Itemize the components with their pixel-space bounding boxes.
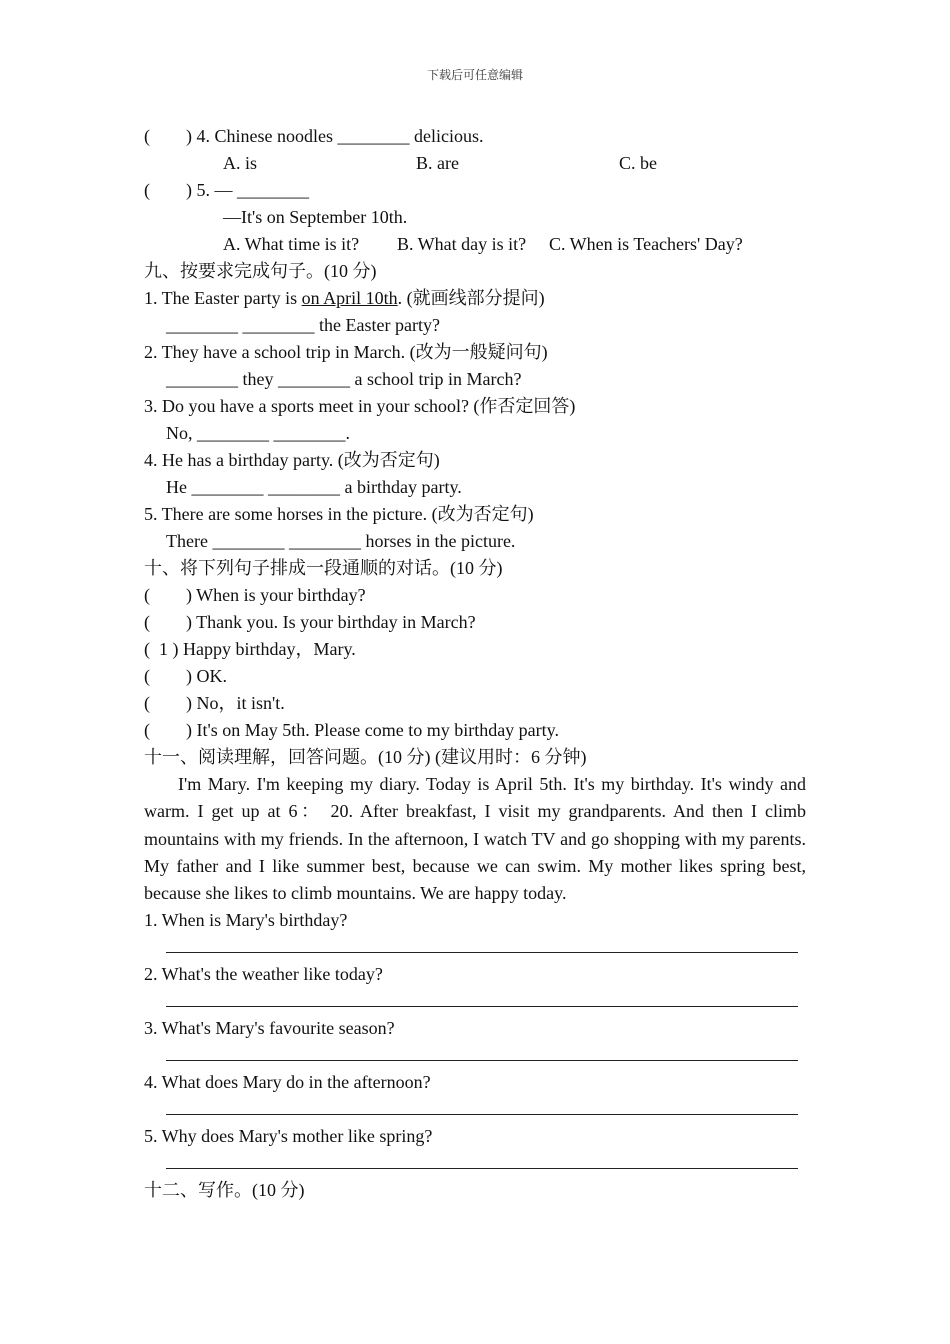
reading-passage: I'm Mary. I'm keeping my diary. Today is April 5th. It's my birthday. It's windy and warm. I get up at 6： 20. After breakfast, I visit my grandparents. And then I climb mountains with my friends. In the afternoon, I watch TV and go shopping with my parents. My father and I like summer best, because we can swim. My mother likes spring best, because she likes to climb mountains. We are happy today.	[144, 774, 806, 904]
section-11-title: 十一、阅读理解，回答问题。(10 分) (建议用时：6 分钟)	[144, 747, 587, 767]
s9-item-4: 4. He has a birthday party. (改为否定句)	[144, 450, 440, 470]
dialogue-line: ( ) It's on May 5th. Please come to my birthday party.	[144, 720, 559, 740]
reading-question: 2. What's the weather like today?	[144, 964, 383, 985]
answer-line[interactable]	[144, 1042, 806, 1069]
s9-item-3-fill: No, ________ ________.	[166, 423, 350, 443]
dialogue-line: ( ) Thank you. Is your birthday in March?	[144, 612, 476, 632]
reading-question: 1. When is Mary's birthday?	[144, 910, 348, 931]
option-b: B. are	[416, 153, 459, 173]
option-a: A. What time is it?	[223, 234, 360, 254]
answer-line[interactable]	[144, 1150, 806, 1177]
text: 1. The Easter party is	[144, 288, 302, 308]
s9-item-2-fill: ________ they ________ a school trip in March?	[166, 369, 522, 389]
option-c: C. be	[619, 153, 657, 173]
option-c: C. When is Teachers' Day?	[549, 234, 743, 254]
answer-line[interactable]	[144, 988, 806, 1015]
page-header: 下载后可任意编辑	[426, 68, 523, 82]
question-4-options	[144, 150, 806, 177]
reading-question: 3. What's Mary's favourite season?	[144, 1018, 395, 1039]
question-5-options	[144, 231, 806, 258]
s9-item-5: 5. There are some horses in the picture. (改为否定句)	[144, 504, 534, 524]
dialogue-line: ( ) OK.	[144, 666, 227, 686]
s9-item-3: 3. Do you have a sports meet in your school? (作否定回答)	[144, 396, 576, 416]
question-5-answer: —It's on September 10th.	[223, 207, 408, 227]
question-4: ( ) 4. Chinese noodles ________ delicious.	[144, 126, 484, 146]
s9-item-4-fill: He ________ ________ a birthday party.	[166, 477, 462, 497]
answer-line[interactable]	[144, 934, 806, 961]
s9-item-5-fill: There ________ ________ horses in the picture.	[166, 531, 516, 551]
section-9-title: 九、按要求完成句子。(10 分)	[144, 261, 377, 281]
dialogue-line: ( 1 ) Happy birthday，Mary.	[144, 639, 356, 659]
s9-item-1-fill: ________ ________ the Easter party?	[166, 315, 440, 335]
option-a: A. is	[223, 153, 258, 173]
s9-item-2: 2. They have a school trip in March. (改为一般疑问句)	[144, 342, 548, 362]
dialogue-line: ( ) No，it isn't.	[144, 693, 285, 713]
text: . (就画线部分提问)	[397, 288, 545, 308]
dialogue-line: ( ) When is your birthday?	[144, 585, 366, 605]
s9-item-1	[144, 285, 806, 312]
reading-question: 5. Why does Mary's mother like spring?	[144, 1126, 433, 1147]
reading-question: 4. What does Mary do in the afternoon?	[144, 1072, 431, 1093]
question-5: ( ) 5. — ________	[144, 180, 309, 200]
option-b: B. What day is it?	[397, 234, 527, 254]
underlined-text: on April 10th	[301, 288, 398, 308]
document-body	[144, 123, 806, 1204]
answer-line[interactable]	[144, 1096, 806, 1123]
section-10-title: 十、将下列句子排成一段通顺的对话。(10 分)	[144, 558, 503, 578]
section-12-title: 十二、写作。(10 分)	[144, 1180, 305, 1201]
